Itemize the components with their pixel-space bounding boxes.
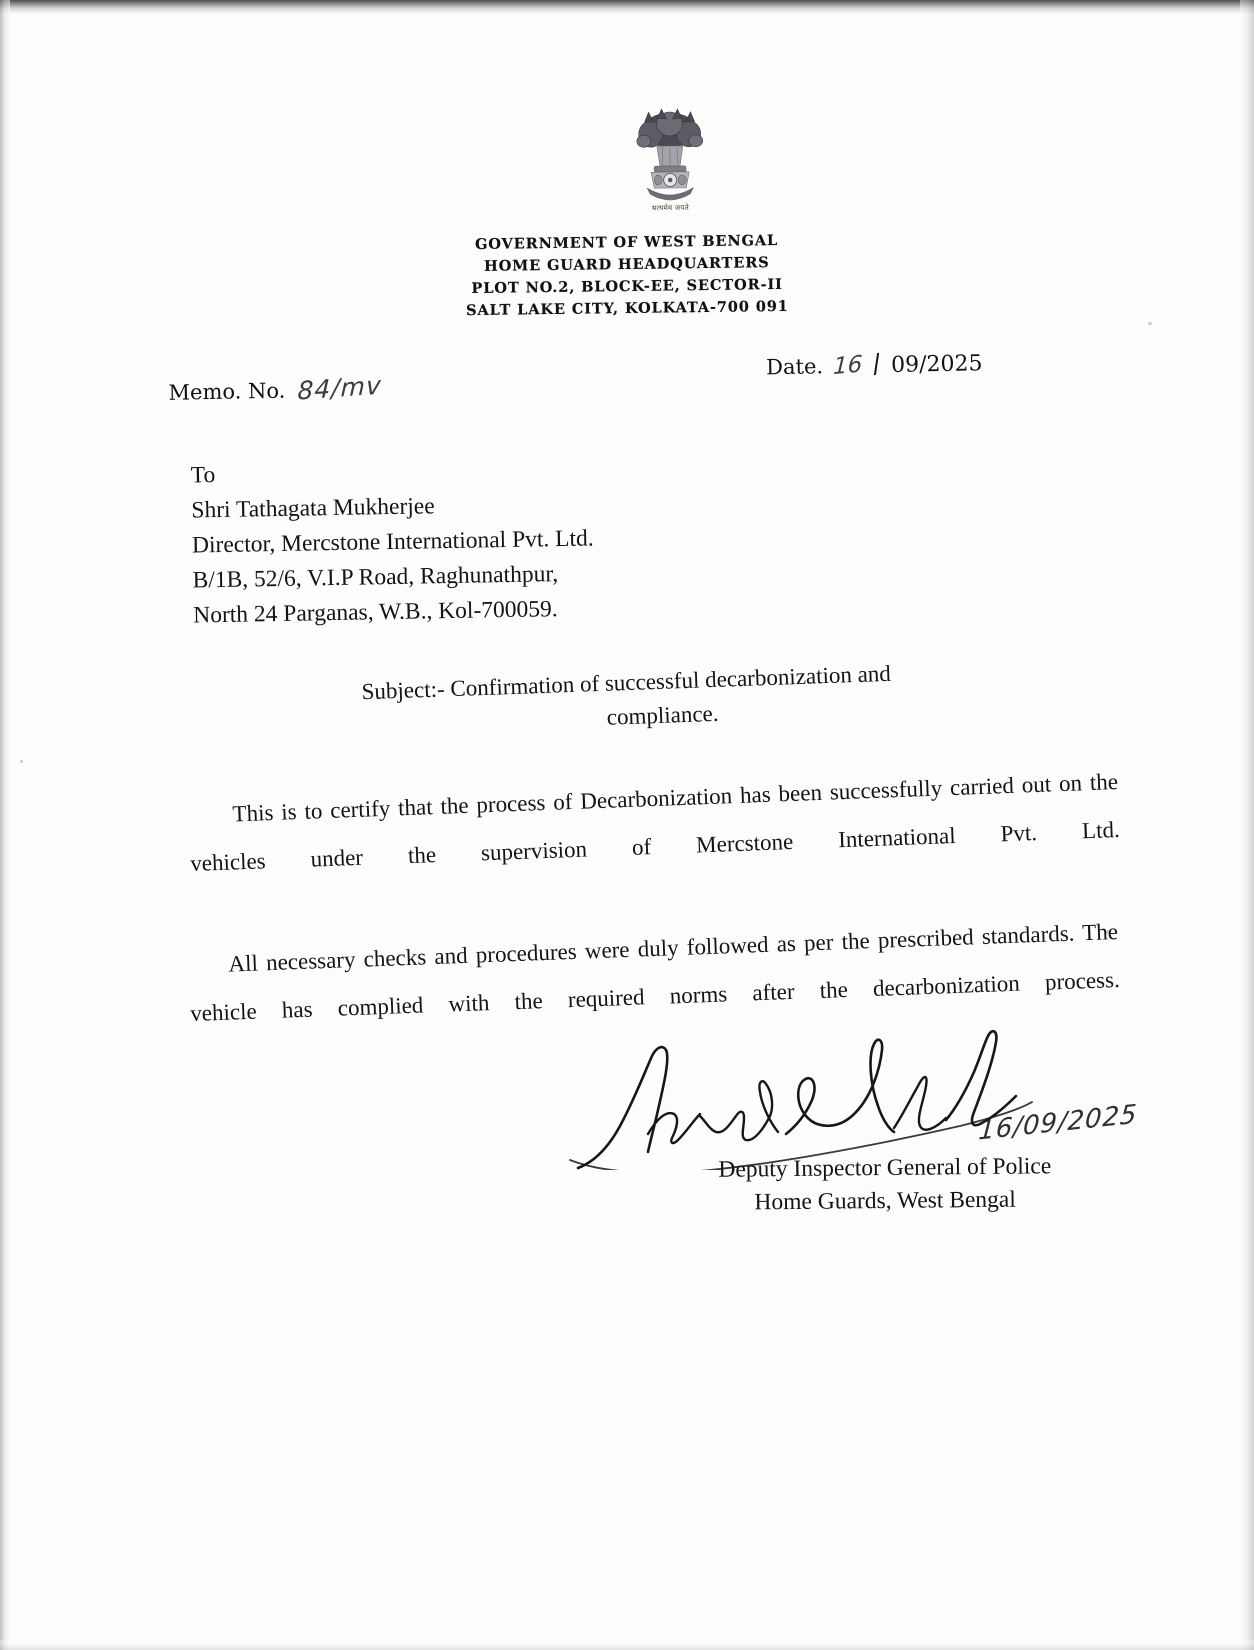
recipient-designation-company: Director, Mercstone International Pvt. Ltd. (191, 525, 594, 559)
recipient-name: Shri Tathagata Mukherjee (191, 493, 435, 524)
memo-number-label: Memo. No. (168, 378, 286, 405)
date-day-handwritten: 16 (832, 351, 863, 381)
emblem-motto-text: सत्यमेव जयते (651, 203, 690, 213)
body-paragraph-2: All necessary checks and procedures were duly followed as per the prescribed standards. The vehicle has complied with the required norms after the decarbonization process. (189, 919, 1121, 1027)
recipient-address-block (191, 452, 596, 634)
recipient-salutation: To (190, 462, 216, 489)
memo-number-value-handwritten: 84/mv (296, 370, 383, 406)
letterhead-line-government: GOVERNMENT OF WEST BENGAL (474, 232, 779, 253)
letterhead (0, 224, 1254, 328)
memo-date-row (168, 348, 1088, 406)
signature-handwritten-date: 16/09/2025 (977, 1099, 1139, 1147)
scan-edge-shadow-top (0, 0, 1254, 14)
date-block (766, 347, 983, 381)
subject-block (361, 649, 1123, 743)
signature-block (560, 1030, 1200, 1230)
designation-line-1: Deputy Inspector General of Police (718, 1153, 1052, 1183)
body-paragraph-1: This is to certify that the process of Decarbonization has been successfully carried out on the vehicles under the supervision of Mercstone International Pvt. Ltd. (189, 769, 1121, 877)
letterhead-line-office: HOME GUARD HEADQUARTERS (483, 254, 770, 275)
letterhead-line-plot: PLOT NO.2, BLOCK-EE, SECTOR-II (471, 275, 783, 298)
date-separator: / (869, 348, 884, 380)
scan-speck (1148, 322, 1152, 325)
national-emblem-icon (626, 108, 713, 217)
memo-number-block (168, 370, 383, 406)
subject-line-primary: Subject:- Confirmation of successful decarbonization and (361, 660, 892, 705)
recipient-address-street: B/1B, 52/6, V.I.P Road, Raghunathpur, (192, 561, 559, 594)
recipient-address-district: North 24 Parganas, W.B., Kol-700059. (193, 596, 558, 629)
scan-speck (20, 760, 23, 763)
date-label: Date. (765, 354, 824, 380)
date-month-year: 09/2025 (890, 351, 983, 378)
designation-line-2: Home Guards, West Bengal (754, 1186, 1016, 1216)
signatory-designation (605, 1149, 1166, 1221)
letterhead-line-city: SALT LAKE CITY, KOLKATA-700 091 (465, 297, 789, 320)
subject-line-continuation: compliance. (606, 700, 719, 730)
scan-edge-shadow-bottom (0, 1640, 1254, 1650)
